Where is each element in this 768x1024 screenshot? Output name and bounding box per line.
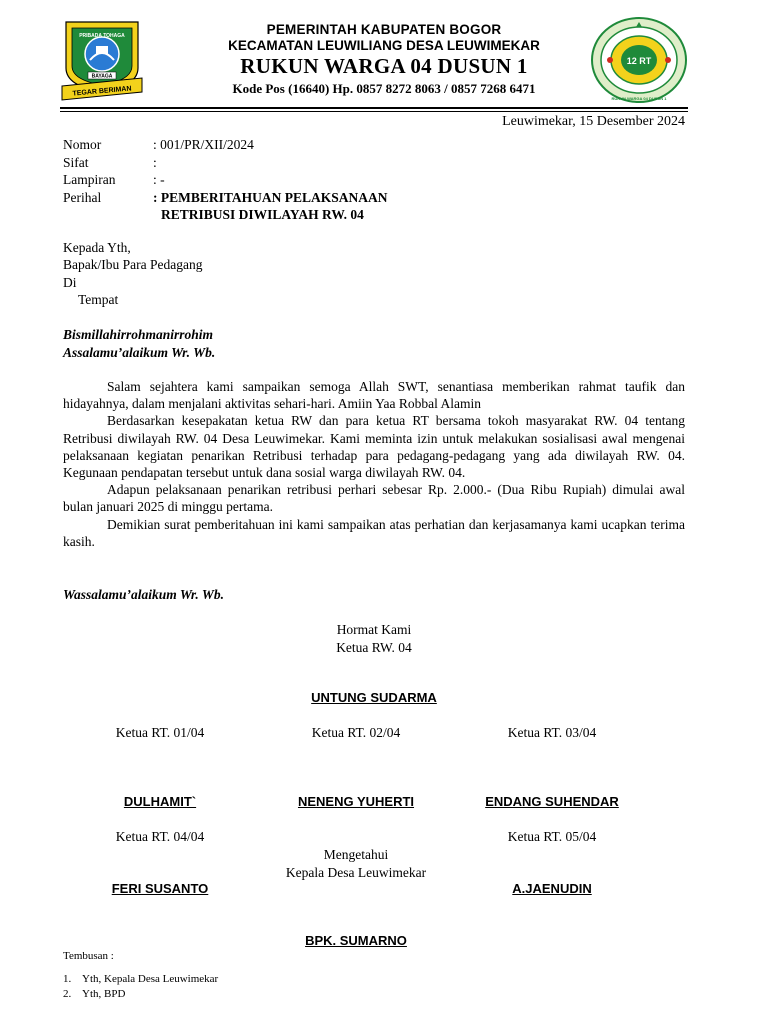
rt03-name: ENDANG SUHENDAR xyxy=(485,794,619,809)
letter-body xyxy=(63,378,685,550)
nomor-value: : 001/PR/XII/2024 xyxy=(153,137,254,152)
perihal-value-line2: RETRIBUSI DIWILAYAH RW. 04 xyxy=(161,207,364,222)
salam-closing: Wassalamu’alaikum Wr. Wb. xyxy=(63,587,225,602)
rt05-name: A.JAENUDIN xyxy=(512,881,592,896)
rt04-name: FERI SUSANTO xyxy=(111,881,209,896)
perihal-label: Perihal xyxy=(63,189,102,205)
rw-signature-block xyxy=(0,621,748,656)
logo-text-mid: BAYAGA xyxy=(91,73,113,80)
salam-opening: Assalamu’alaikum Wr. Wb. xyxy=(63,345,216,360)
letterhead-divider-thick xyxy=(60,107,688,109)
letter-date: Leuwimekar, 15 Desember 2024 xyxy=(502,114,685,129)
rt05-role: Ketua RT. 05/04 xyxy=(507,829,597,844)
tembusan-label: Tembusan : xyxy=(63,950,114,962)
recipient-address xyxy=(63,239,202,308)
lampiran-label: Lampiran xyxy=(63,172,116,187)
sifat-value: : xyxy=(153,154,157,170)
basmalah: Bismillahirrohmanirrohim xyxy=(63,327,214,342)
opening-greeting xyxy=(63,326,215,362)
rt04-role: Ketua RT. 04/04 xyxy=(115,829,205,844)
ketua-rw-role: Ketua RW. 04 xyxy=(336,639,412,655)
body-paragraph-3: Adapun pelaksanaan penarikan retribusi perhari sebesar Rp. 2.000.- (Dua Ribu Rupiah) dimulai awal bulan januari 2025 di minggu pertama. xyxy=(63,482,685,515)
logo-ribbon-text: TEGAR BERIMAN xyxy=(72,85,132,98)
letterhead-contact: Kode Pos (16640) Hp. 0857 8272 8063 / 0857 7268 6471 xyxy=(232,81,536,96)
kades-name: BPK. SUMARNO xyxy=(305,933,407,948)
kades-role: Kepala Desa Leuwimekar xyxy=(285,864,427,880)
mengetahui: Mengetahui xyxy=(323,847,389,862)
logo-text-top: PRIBADA TOHAGA xyxy=(79,33,125,39)
list-item: 1. Yth, Kepala Desa Leuwimekar xyxy=(63,973,219,985)
rt02-name: NENENG YUHERTI xyxy=(297,794,415,809)
rt01-role: Ketua RT. 01/04 xyxy=(115,725,205,740)
perihal-value-line1: : PEMBERITAHUAN PELAKSANAAN xyxy=(153,189,388,205)
body-paragraph-4: Demikian surat pemberitahuan ini kami sampaikan atas perhatian dan kerjasamanya kami ucapkan terima kasih. xyxy=(63,516,685,549)
letterhead-rw-title: RUKUN WARGA 04 DUSUN 1 xyxy=(240,54,528,78)
letterhead-district: KECAMATAN LEUWILIANG DESA LEUWIMEKAR xyxy=(228,38,540,53)
letterhead-divider-thin xyxy=(60,111,688,112)
emblem-center-text: 12 RT xyxy=(626,56,652,66)
sifat-label: Sifat xyxy=(63,154,89,170)
rt02-role: Ketua RT. 02/04 xyxy=(311,725,401,740)
list-item: 2. Yth, BPD xyxy=(63,988,126,1000)
body-paragraph-1: Salam sejahtera kami sampaikan semoga Allah SWT, senantiasa memberikan rahmat taufik dan hidayahnya, dalam menjalani aktivitas sehari-hari. Amiin Yaa Robbal Alamin xyxy=(63,379,685,412)
address-line-4: Tempat xyxy=(78,291,119,307)
rt03-role: Ketua RT. 03/04 xyxy=(507,725,597,740)
nomor-label: Nomor xyxy=(63,137,102,152)
emblem-ring-text: RUKUN WARGA 04 DUSUN 1 xyxy=(611,96,667,101)
rt01-name: DULHAMIT` xyxy=(123,794,197,809)
letterhead-government: PEMERINTAH KABUPATEN BOGOR xyxy=(266,22,502,37)
lampiran-value: : - xyxy=(153,172,165,187)
tembusan-list xyxy=(63,972,218,1002)
address-line-1: Kepada Yth, xyxy=(63,240,131,255)
address-line-3: Di xyxy=(63,274,77,290)
body-paragraph-2: Berdasarkan kesepakatan ketua RW dan para ketua RT bersama tokoh masyarakat RW. 04 tentang Retribusi diwilayah RW. 04 Desa Leuwimekar. Kami meminta izin untuk melakukan sosialisasi awal mengenai pelaksanaan kegiatan penarikan Retribusi terhadap para pedagang-pedagang yang ada diwilayah RW. 04. Kegunaan pendapatan tersebut untuk dana sosial warga diwilayah RW. 04. xyxy=(63,413,685,481)
address-line-2: Bapak/Ibu Para Pedagang xyxy=(63,257,203,273)
ketua-rw-name: UNTUNG SUDARMA xyxy=(311,690,437,705)
hormat-kami: Hormat Kami xyxy=(336,622,412,637)
kades-acknowledge-block xyxy=(0,846,712,881)
letter-meta xyxy=(63,136,388,224)
